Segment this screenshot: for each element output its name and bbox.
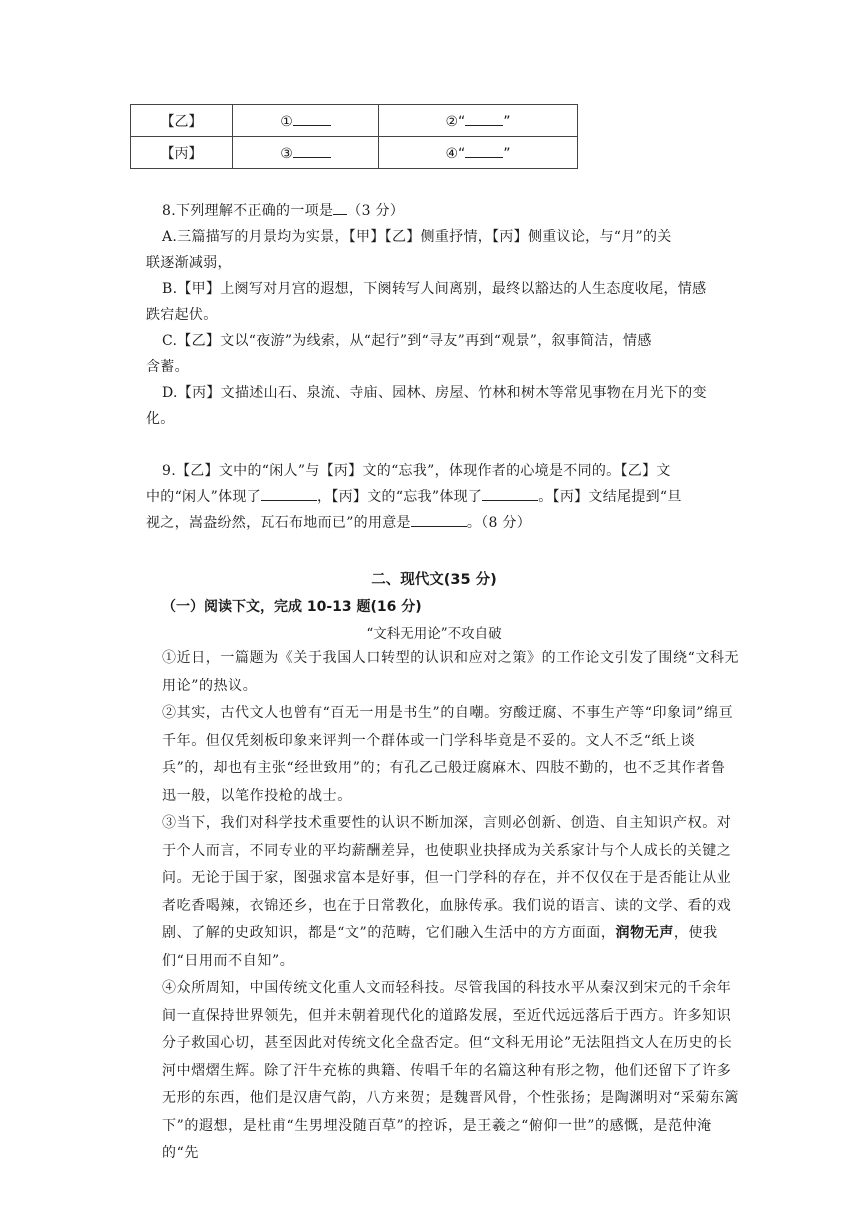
answer-blank [465, 111, 503, 126]
q9-line: 9.【乙】文中的“闲人”与【丙】文的“忘我”，体现作者的心境是不同的。【乙】文 [162, 463, 671, 479]
paragraph-text: ，使我们“日用而不自知”。 [162, 925, 718, 969]
paragraph-text: ③当下，我们对科学技术重要性的认识不断加深，言则必创新、创造、自主知识产权。对于个人而言，不同专业的平均薪酬差异，也使职业抉择成为关系家计与个人成长的关键之问。无论于国于家，图强求富本是好事，但一门学科的存在，并不仅仅在于是否能让从业者吃香喝辣，衣锦还乡，也在于日常教化，血脉传承。我们说的语言、读的文学、看的戏剧、了解的史政知识，都是“文”的范畴，它们融入生活中的方方面面， [162, 815, 732, 941]
answer-blank [411, 511, 467, 527]
cell-close-quote: ” [503, 146, 511, 162]
row-label: 【丙】 [131, 137, 233, 169]
option-a-cont: 联逐渐减弱， [146, 255, 232, 271]
cell-close-quote: ” [503, 114, 511, 130]
answer-cell [379, 105, 578, 137]
answer-cell [233, 105, 379, 137]
q9-line [146, 484, 740, 510]
q9-text: ，【丙】文的“忘我”体现了 [317, 489, 483, 505]
option-c: C.【乙】文以“夜游”为线索，从“起行”到“寻友”再到“观景”，叙事简洁，情感 [162, 333, 652, 349]
row-label: 【乙】 [131, 105, 233, 137]
option-d: D.【丙】文描述山石、泉流、寺庙、园林、房屋、竹林和树木等常见事物在月光下的变 [162, 385, 707, 401]
paragraph-1: ①近日，一篇题为《关于我国人口转型的认识和应对之策》的工作论文引发了围绕“文科无用论”的热议。 [162, 650, 740, 694]
option-a: A.三篇描写的月景均为实景，【甲】【乙】侧重抒情，【丙】侧重议论，与“月”的关 [162, 229, 672, 245]
question-8 [146, 198, 740, 432]
option-d-cont: 化。 [146, 411, 175, 427]
answer-cell [379, 137, 578, 169]
cell-marker: ④“ [445, 146, 466, 162]
q9-text: 中的“闲人”体现了 [146, 489, 262, 505]
article-body [162, 645, 740, 1168]
cell-marker: ③ [280, 146, 293, 162]
table-row [131, 105, 578, 137]
answer-blank [465, 143, 503, 158]
answer-blank [261, 485, 317, 501]
subsection-title: （一）阅读下文，完成 10-13 题(16 分) [162, 599, 422, 615]
answer-table [130, 104, 578, 169]
stem-text: 8.下列理解不正确的一项是 [162, 203, 334, 219]
answer-blank [333, 199, 347, 215]
answer-blank [482, 485, 538, 501]
article-title: “文科无用论”不攻自破 [366, 626, 502, 642]
paragraph-2: ②其实，古代文人也曾有“百无一用是书生”的自嘲。穷酸迂腐、不事生产等“印象词”绵亘千年。但仅凭刻板印象来评判一个群体或一门学科毕竟是不妥的。文人不乏“纸上谈兵”的，却也有主张“经世致用”的；有孔乙己般迂腐麻木、四肢不勤的，也不乏其作者鲁迅一般，以笔作投枪的战士。 [162, 705, 734, 804]
answer-cell [233, 137, 379, 169]
q9-text: 。【丙】文结尾提到“旦 [538, 489, 682, 505]
option-b: B.【甲】上阕写对月宫的遐想，下阕转写人间离别，最终以豁达的人生态度收尾，情感 [162, 281, 707, 297]
q9-line [146, 510, 740, 536]
section-title: 二、现代文(35 分) [371, 572, 497, 588]
paragraph-4: ④众所周知，中国传统文化重人文而轻科技。尽管我国的科技水平从秦汉到宋元的千余年间一直保持世界领先，但并未朝着现代化的道路发展，至近代远远落后于西方。许多知识分子救国心切，甚至因此对传统文化全盘否定。但“文科无用论”无法阻挡文人在历史的长河中熠熠生辉。除了汗牛充栋的典籍、传唱千年的名篇这种有形之物，他们还留下了许多无形的东西，他们是汉唐气韵，八方来贺；是魏晋风骨，个性张扬；是陶渊明对“采菊东篱下”的遐想，是杜甫“生男埋没随百草”的控诉，是王羲之“俯仰一世”的感慨，是范仲淹的“先 [162, 980, 740, 1161]
table-row [131, 137, 578, 169]
paragraph-3 [162, 810, 740, 975]
cell-marker: ②“ [445, 114, 466, 130]
option-b-cont: 跌宕起伏。 [146, 307, 218, 323]
answer-blank [293, 143, 331, 158]
question-stem [162, 198, 740, 224]
question-9 [146, 458, 740, 536]
answer-blank [293, 111, 331, 126]
q9-text: 。（8 分） [466, 515, 532, 531]
option-c-cont: 含蓄。 [146, 359, 189, 375]
stem-score: （3 分） [347, 203, 405, 219]
emphasis-text: 润物无声 [615, 925, 674, 941]
cell-marker: ① [280, 114, 293, 130]
q9-text: 视之，嵩盎纷然，瓦石布地而已”的用意是 [146, 515, 411, 531]
